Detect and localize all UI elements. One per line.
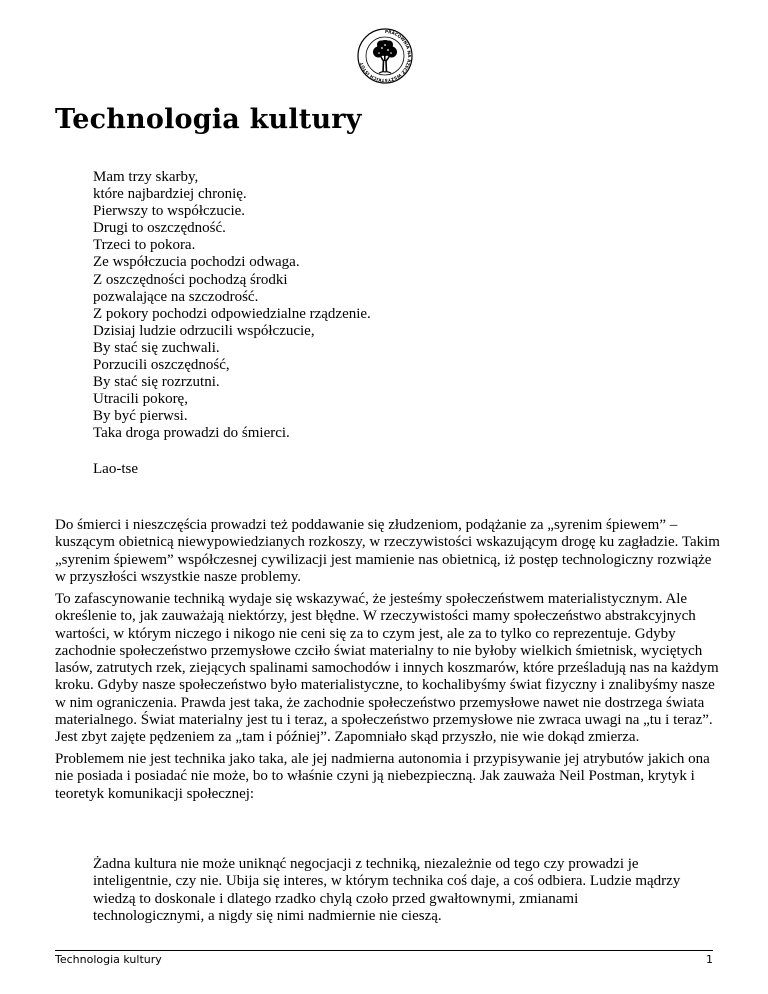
poem-line: Z oszczędności pochodzą środki <box>93 271 288 288</box>
poem-line: Taka droga prowadzi do śmierci. <box>93 425 290 442</box>
poem-line: By stać się rozrzutni. <box>93 374 220 391</box>
poem-line: Porzucili oszczędność, <box>93 357 230 374</box>
poem-line: Utracili pokorę, <box>93 391 188 408</box>
poem-line: pozwalające na szczodrość. <box>93 288 259 305</box>
footer-title: Technologia kultury <box>55 953 162 966</box>
block-quote: Żadna kultura nie może uniknąć negocjacji z techniką, niezależnie od tego czy prowadzi je inteligentnie, czy nie. Ubija się interes, w którym technika coś daje, a coś odbiera. Ludzie mądrzy wiedzą to doskonale i dlatego rzadko chylą czoło przed gwałtownymi, zmianami technologicznymi, a nigdy się nimi nadmiernie nie cieszą. <box>93 856 681 924</box>
poem-line: By być pierwsi. <box>93 408 188 425</box>
poem-line: Dzisiaj ludzie odrzucili współczucie, <box>93 322 315 339</box>
logo-ring-text: PRACOWNIA NA RZECZ WSZYSTKICH ISTOT <box>358 28 412 84</box>
document-title: Technologia kultury <box>55 104 362 135</box>
poem-line: By stać się zuchwali. <box>93 339 220 356</box>
poem-line: które najbardziej chronię. <box>93 186 247 203</box>
poem-line: Mam trzy skarby, <box>93 169 199 185</box>
footer-divider <box>55 950 713 951</box>
paragraph: Do śmierci i nieszczęścia prowadzi też poddawanie się złudzeniom, podążanie za „syrenim śpiewem” – kuszącym obietnicą niewypowiedzianych rozkoszy, w rzeczywistości wskazującym drogę ku zagładzie. Takim „syrenim śpiewem” współczesnej cywilizacji jest mamienie nas obietnicą, iż postęp technologiczny rozwiąże w przyszłości wszystkie nasze problemy. <box>55 517 720 585</box>
paragraph: To zafascynowanie techniką wydaje się wskazywać, że jesteśmy społeczeństwem materialistycznym. Ale określenie to, jak zauważają niektórzy, jest błędne. W rzeczywistości mamy społeczeństwo abstrakcyjnych wartości, w którym niczego i nikogo nie ceni się za to czym jest, ale za to tylko co reprezentuje. Gdyby zachodnie społeczeństwo przemysłowe czciło świat materialny to nie byłoby wielkich śmietnisk, wyciętych lasów, zatrutych rzek, ziejących spalinami samochodów i innych koszmarów, które prześladują nas na każdym kroku. Gdyby nasze społeczeństwo było materialistyczne, to kochalibyśmy świat fizyczny i znalibyśmy nasze w nim ograniczenia. Prawda jest taka, że zachodnie społeczeństwo przemysłowe nawet nie dostrzega świata materialnego. Świat materialny jest tu i teraz, a społeczeństwo przemysłowe nie zwraca uwagi na „tu i teraz”. Jest zbyt zajęte pędzeniem za „tam i później”. Zapomniało skąd przyszło, nie wie dokąd zmierza. <box>55 591 719 746</box>
poem-author: Lao-tse <box>93 461 138 477</box>
poem-line: Ze współczucia pochodzi odwaga. <box>93 254 300 271</box>
poem-line: Pierwszy to współczucie. <box>93 203 246 220</box>
page-number: 1 <box>706 953 713 966</box>
poem-line: Drugi to oszczędność. <box>93 220 226 237</box>
poem <box>93 169 371 443</box>
paragraph: Problemem nie jest technika jako taka, ale jej nadmierna autonomia i przypisywanie jej atrybutów jakich ona nie posiada i posiadać nie może, bo to właśnie czyni ją niebezpieczną. Jak zauważa Neil Postman, krytyk i teoretyk komunikacji społecznej: <box>55 751 710 802</box>
poem-line: Trzeci to pokora. <box>93 237 196 254</box>
poem-line: Z pokory pochodzi odpowiedzialne rządzenie. <box>93 305 371 322</box>
tree-seal-icon <box>357 28 413 84</box>
